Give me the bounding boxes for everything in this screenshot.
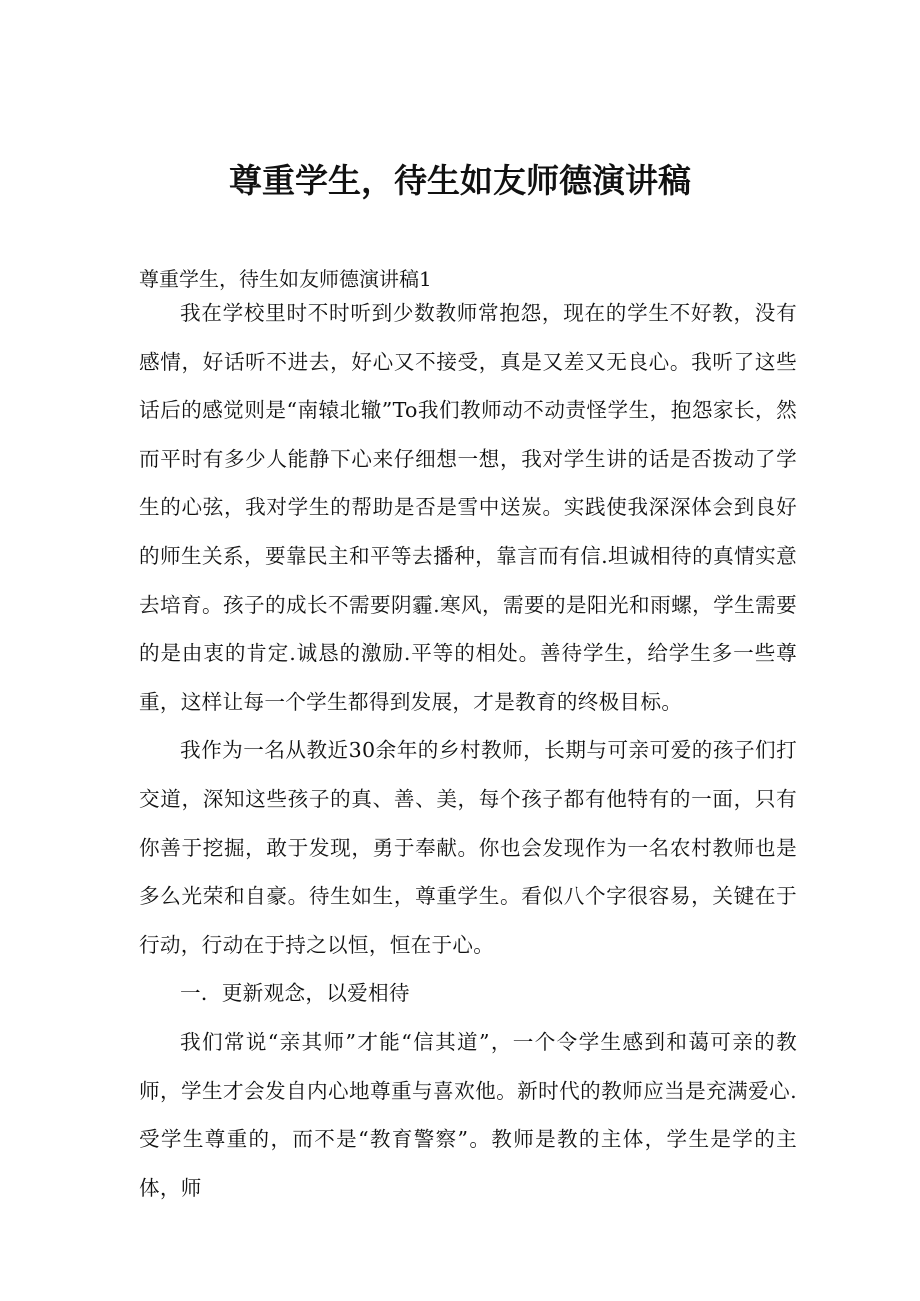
document-subtitle: 尊重学生，待生如友师德演讲稿1: [139, 267, 432, 291]
paragraph-3: 我们常说“亲其师”才能“信其道”，一个令学生感到和蔼可亲的教师，学生才会发自内心地尊重与喜欢他。新时代的教师应当是充满爱心.受学生尊重的，而不是“教育警察”。教师是教的主体，学生是学的主体，师: [139, 1029, 797, 1200]
document-title: 尊重学生，待生如友师德演讲稿: [229, 161, 691, 200]
paragraph-1: 我在学校里时不时听到少数教师常抱怨，现在的学生不好教，没有感情，好话听不进去，好心又不接受，真是又差又无良心。我听了这些话后的感觉则是“南辕北辙”To我们教师动不动责怪学生，抱怨家长，然而平时有多少人能静下心来仔细想一想，我对学生讲的话是否拨动了学生的心弦，我对学生的帮助是否是雪中送炭。实践使我深深体会到良好的师生关系，要靠民主和平等去播种，靠言而有信.坦诚相待的真情实意去培育。孩子的成长不需要阴霾.寒风，需要的是阳光和雨螺，学生需要的是由衷的肯定.诚恳的激励.平等的相处。善待学生，给学生多一些尊重，这样让每一个学生都得到发展，才是教育的终极目标。: [139, 301, 797, 714]
section-heading: 一．更新观念，以爱相待: [180, 981, 410, 1006]
document-body: [139, 289, 797, 1212]
paragraph-2: 我作为一名从教近30余年的乡村教师，长期与可亲可爱的孩子们打交道，深知这些孩子的真、善、美，每个孩子都有他特有的一面，只有你善于挖掘，敢于发现，勇于奉献。你也会发现作为一名农村教师也是多么光荣和自豪。待生如生，尊重学生。看似八个字很容易，关键在于行动，行动在于持之以恒，恒在于心。: [139, 738, 797, 957]
